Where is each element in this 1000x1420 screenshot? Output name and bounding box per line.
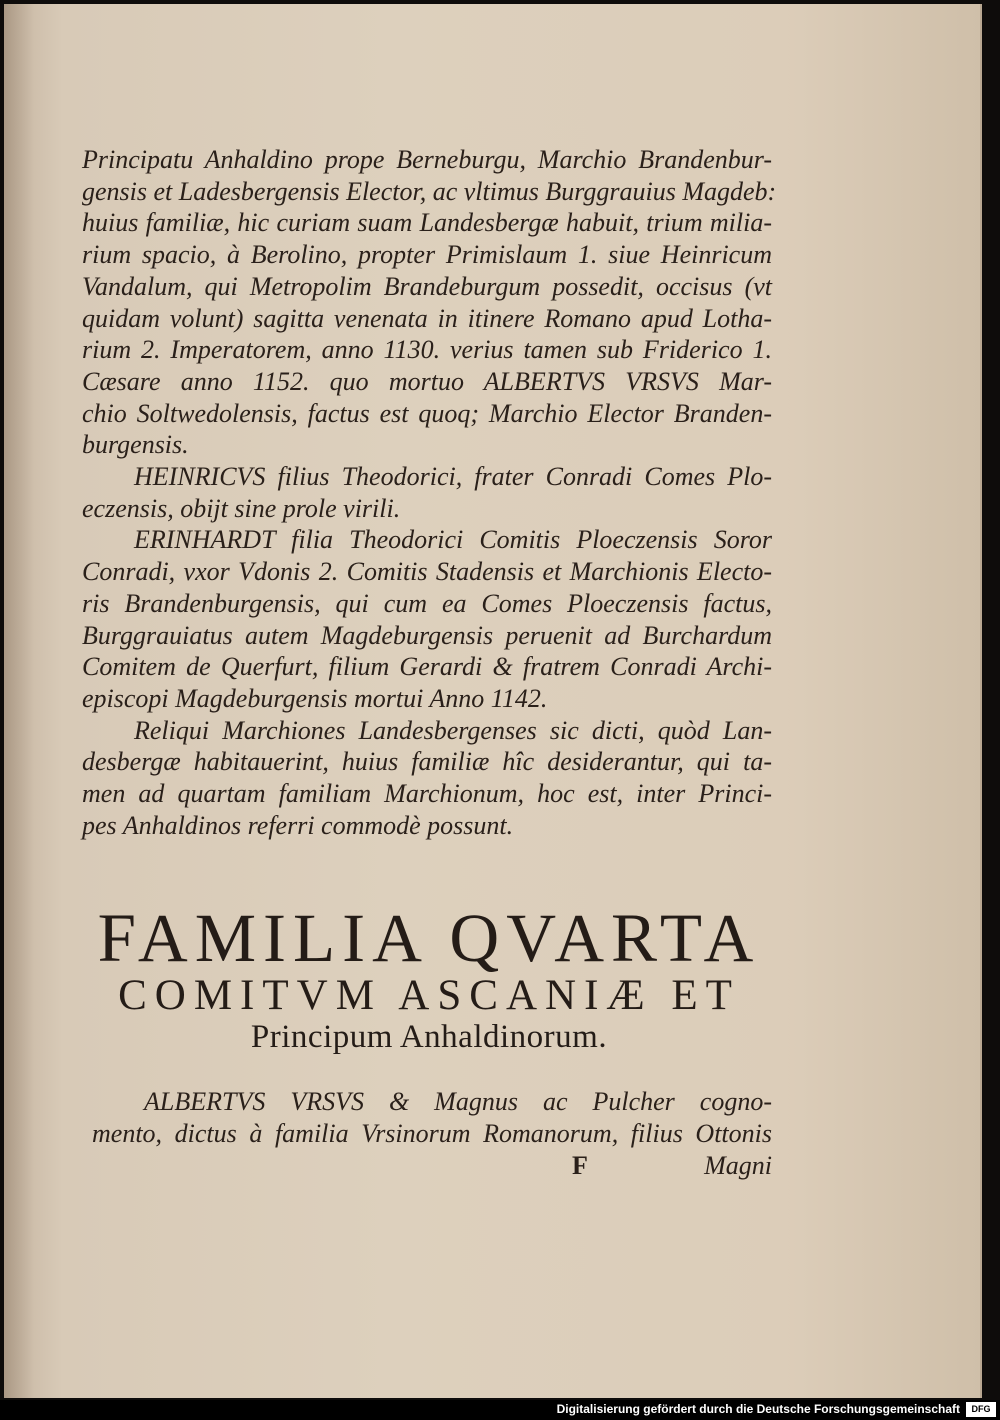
section-subheading: COMITVM ASCANIÆ ET [118, 972, 740, 1019]
text-line: Vandalum, qui Metropolim Brandeburgum possedit, occisus (vt [82, 271, 772, 301]
section-subheading-small: Principum Anhaldinorum. [250, 1019, 608, 1055]
text-line: chio Soltwedolensis, factus est quoq; Marchio Elector Branden- [82, 398, 772, 428]
text-line: Principatu Anhaldino prope Berneburgu, Marchio Brandenbur- [82, 145, 772, 174]
signature-mark: F [572, 1151, 588, 1180]
text-line: gensis et Ladesbergensis Elector, ac vltimus Burggrauius Magdeb: [82, 176, 777, 206]
text-line: ALBERTVS VRSVS & Magnus ac Pulcher cogno- [144, 1087, 772, 1116]
text-line: mento, dictus à familia Vrsinorum Romanorum, filius Ottonis [92, 1119, 772, 1148]
text-line: ris Brandenburgensis, qui cum ea Comes Ploeczensis factus, [82, 588, 772, 618]
text-line: eczensis, obijt sine prole virili. [82, 493, 401, 523]
text-line: Cæsare anno 1152. quo mortuo ALBERTVS VRSVS Mar- [82, 366, 772, 396]
text-line: rium spacio, à Berolino, propter Primislaum 1. siue Heinricum [82, 240, 772, 270]
text-line: rium 2. Imperatorem, anno 1130. verius tamen sub Friderico 1. [82, 335, 772, 365]
text-line: huius familiæ, hic curiam suam Landesbergæ habuit, trium milia- [82, 208, 772, 238]
digitization-footer [0, 1400, 1000, 1420]
text-line: men ad quartam familiam Marchionum, hoc est, inter Princi- [82, 779, 772, 809]
body-text [82, 144, 777, 841]
section-heading: FAMILIA QVARTA [97, 900, 761, 976]
text-line: Comitem de Querfurt, filium Gerardi & fratrem Conradi Archi- [82, 652, 772, 682]
text-line: Reliqui Marchiones Landesbergenses sic dicti, quòd Lan- [134, 715, 772, 745]
text-line: burgensis. [82, 430, 189, 460]
funding-note: Digitalisierung gefördert durch die Deutsche Forschungsgemeinschaft [556, 1402, 960, 1416]
text-line: pes Anhaldinos referri commodè possunt. [82, 810, 514, 840]
text-line: quidam volunt) sagitta venenata in itinere Romano apud Lotha- [82, 303, 772, 333]
text-line: ERINHARDT filia Theodorici Comitis Ploeczensis Soror [134, 525, 772, 555]
text-line: Burggrauiatus autem Magdeburgensis peruenit ad Burchardum [82, 620, 772, 650]
text-line: desbergæ habitauerint, huius familiæ hîc desiderantur, qui ta- [82, 747, 772, 777]
text-line: Conradi, vxor Vdonis 2. Comitis Stadensis et Marchionis Electo- [82, 557, 772, 587]
dfg-logo: DFG [966, 1402, 996, 1417]
body-text-continued [92, 1086, 772, 1182]
text-line: episcopi Magdeburgensis mortui Anno 1142. [82, 683, 548, 713]
text-line: HEINRICVS filius Theodorici, frater Conradi Comes Plo- [134, 462, 772, 492]
signature-line [92, 1150, 772, 1182]
catchword: Magni [704, 1151, 772, 1180]
book-page [4, 4, 982, 1398]
